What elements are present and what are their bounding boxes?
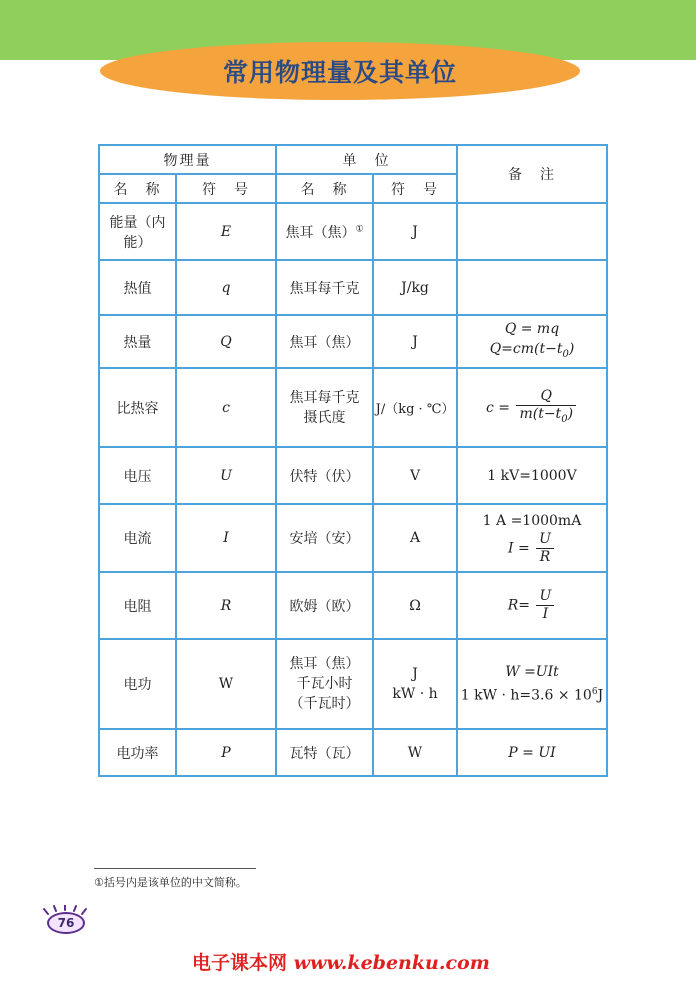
- unit-name: [276, 203, 373, 260]
- remark: [457, 203, 607, 260]
- formula-part: J: [597, 687, 604, 704]
- page-number: 76: [47, 912, 85, 934]
- remark: [457, 639, 607, 729]
- remark: [457, 572, 607, 639]
- fraction-denominator: R: [539, 548, 551, 565]
- formula-heat: [458, 339, 606, 365]
- footnote: ①括号内是该单位的中文简称。: [94, 876, 247, 889]
- remark: [457, 315, 607, 368]
- formula-fraction: [536, 531, 554, 566]
- unit-name: [276, 368, 373, 447]
- formula-part: ): [567, 405, 574, 422]
- formula-kwh-conversion: [458, 682, 606, 706]
- header-remark: 备 注: [457, 145, 607, 203]
- unit-name: [276, 639, 373, 729]
- quantity-name: 电功率: [99, 729, 176, 776]
- table-row: [99, 504, 607, 572]
- fraction-numerator: Q: [516, 388, 576, 406]
- title-banner: [100, 42, 580, 100]
- quantity-symbol: c: [176, 368, 276, 447]
- quantity-name: 热值: [99, 260, 176, 315]
- page-title: 常用物理量及其单位: [222, 58, 457, 87]
- quantity-name: 电功: [99, 639, 176, 729]
- unit-name: 安培（安）: [276, 504, 373, 572]
- remark: P = UI: [457, 729, 607, 776]
- unit-symbol: J/（kg · ℃）: [373, 368, 457, 447]
- header-unit-symbol: 符 号: [373, 174, 457, 203]
- unit-name-text: 焦耳（焦）: [285, 224, 356, 241]
- formula-part: Q=cm(t−t: [489, 340, 563, 357]
- table-row: [99, 368, 607, 447]
- unit-name-line: （千瓦时）: [289, 696, 360, 712]
- unit-name: 瓦特（瓦）: [276, 729, 373, 776]
- header-unit-name: 名 称: [276, 174, 373, 203]
- quantity-symbol: W: [176, 639, 276, 729]
- formula-lhs: c =: [485, 399, 510, 416]
- quantity-symbol: I: [176, 504, 276, 572]
- quantity-name: 能量（内能）: [99, 203, 176, 260]
- unit-symbol: V: [373, 447, 457, 504]
- unit-symbol: J: [373, 315, 457, 368]
- remark: 1 kV=1000V: [457, 447, 607, 504]
- quantity-name: 电压: [99, 447, 176, 504]
- formula-subscript: 0: [561, 413, 568, 425]
- unit-name: 欧姆（欧）: [276, 572, 373, 639]
- formula-part: m(t−t: [519, 405, 562, 422]
- formula-lhs: R=: [507, 597, 530, 614]
- header-row-1: [99, 145, 607, 174]
- fraction-numerator: U: [536, 588, 554, 606]
- watermark: [192, 948, 490, 975]
- quantity-symbol: P: [176, 729, 276, 776]
- unit-symbol: A: [373, 504, 457, 572]
- unit-name: 焦耳（焦）: [276, 315, 373, 368]
- fraction-denominator: I: [542, 606, 549, 622]
- footnote-divider: [94, 868, 256, 869]
- formula-current-conversion: 1 A =1000mA: [482, 512, 582, 529]
- watermark-site-name: 电子课本网: [192, 952, 288, 974]
- units-table: [98, 144, 608, 777]
- formula-fraction: [536, 588, 554, 623]
- fraction-numerator: U: [536, 531, 554, 549]
- unit-name: 伏特（伏）: [276, 447, 373, 504]
- formula-lhs: I =: [508, 540, 530, 556]
- quantity-symbol: U: [176, 447, 276, 504]
- unit-name-line: 焦耳每千克: [289, 389, 360, 406]
- unit-name-line: 焦耳（焦）: [289, 656, 360, 672]
- table-row: [99, 639, 607, 729]
- unit-symbol: [373, 639, 457, 729]
- table-row: [99, 203, 607, 260]
- unit-symbol-line: J: [412, 666, 418, 682]
- header-quantity-name: 名 称: [99, 174, 176, 203]
- formula-fraction: [516, 388, 576, 428]
- fraction-denominator: [516, 406, 576, 428]
- header-quantity-symbol: 符 号: [176, 174, 276, 203]
- unit-symbol-line: kW · h: [392, 686, 438, 702]
- quantity-name: 电阻: [99, 572, 176, 639]
- quantity-symbol: R: [176, 572, 276, 639]
- formula-ohm-current: [458, 531, 606, 566]
- table-row: [99, 572, 607, 639]
- header-unit: 单 位: [276, 145, 457, 174]
- formula-part: ): [568, 340, 575, 357]
- unit-symbol: J: [373, 203, 457, 260]
- footnote-marker: ①: [355, 223, 364, 234]
- table-row: [99, 729, 607, 776]
- unit-symbol: W: [373, 729, 457, 776]
- formula-subscript: 0: [562, 348, 569, 360]
- watermark-url: www.kebenku.com: [293, 952, 490, 974]
- header-quantity: 物理量: [99, 145, 276, 174]
- quantity-symbol: Q: [176, 315, 276, 368]
- remark: [457, 368, 607, 447]
- unit-name-line: 摄氏度: [303, 409, 346, 426]
- quantity-name: 电流: [99, 504, 176, 572]
- formula-superscript: 6: [591, 687, 598, 698]
- quantity-symbol: E: [176, 203, 276, 260]
- table-row: [99, 315, 607, 368]
- quantity-symbol: q: [176, 260, 276, 315]
- unit-name: 焦耳每千克: [276, 260, 373, 315]
- unit-name-line: 千瓦小时: [296, 676, 353, 692]
- unit-symbol: Ω: [373, 572, 457, 639]
- formula-part: 1 kW · h=3.6 × 10: [460, 687, 592, 704]
- formula-heat-fuel: Q = mq: [504, 320, 560, 337]
- page-number-badge: [40, 905, 90, 935]
- table-row: [99, 260, 607, 315]
- remark: [457, 260, 607, 315]
- remark: [457, 504, 607, 572]
- quantity-name: 热量: [99, 315, 176, 368]
- formula-work: W =UIt: [505, 664, 559, 681]
- unit-symbol: J/kg: [373, 260, 457, 315]
- table-row: [99, 447, 607, 504]
- quantity-name: 比热容: [99, 368, 176, 447]
